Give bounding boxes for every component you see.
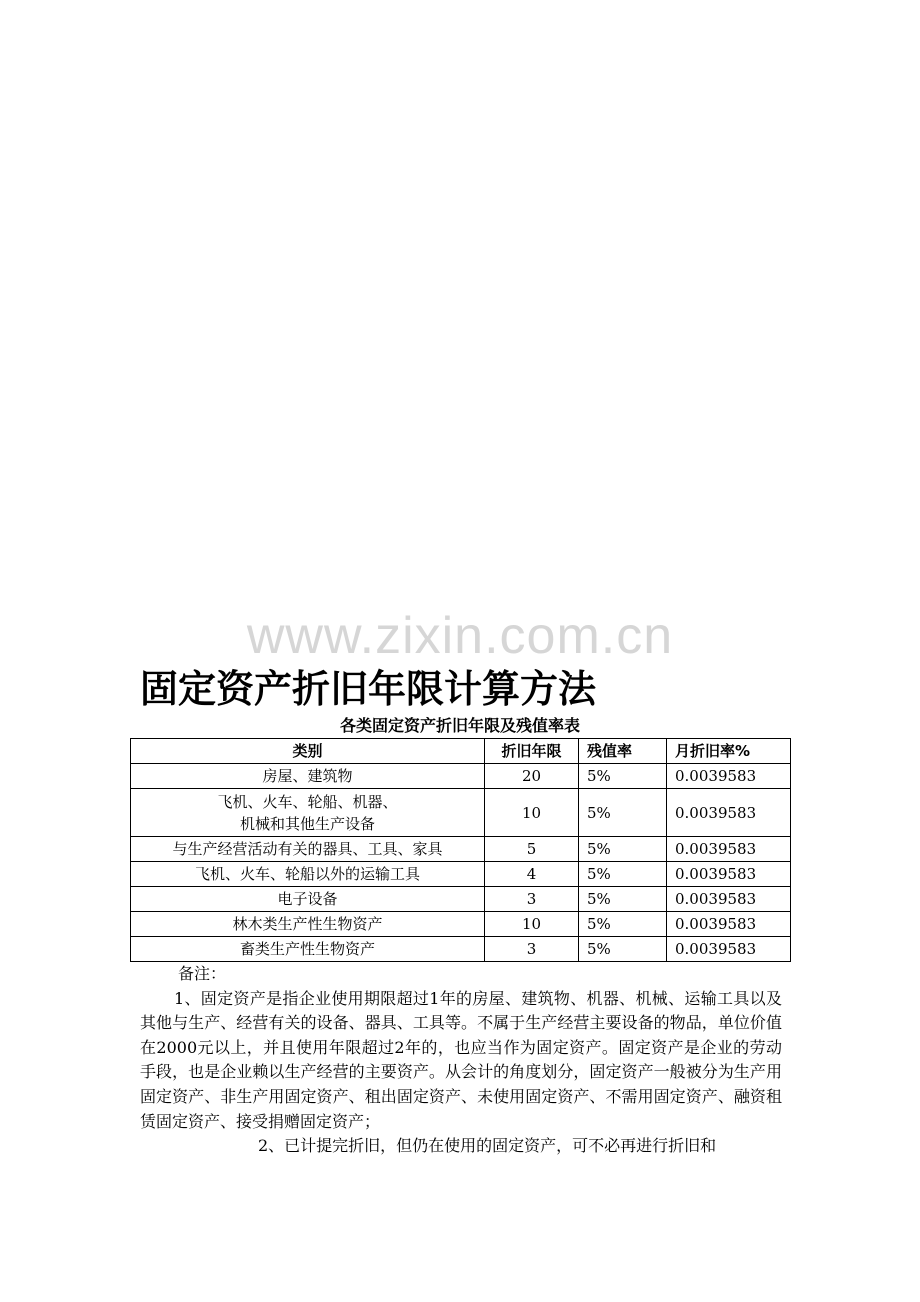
cell-residual: 5% bbox=[579, 937, 667, 962]
header-monthly-rate: 月折旧率% bbox=[667, 739, 791, 764]
depreciation-table bbox=[130, 738, 791, 962]
cell-years: 4 bbox=[485, 862, 579, 887]
cell-category bbox=[131, 789, 485, 837]
cell-residual: 5% bbox=[579, 912, 667, 937]
cell-years: 3 bbox=[485, 887, 579, 912]
header-category: 类别 bbox=[131, 739, 485, 764]
cell-years: 10 bbox=[485, 912, 579, 937]
cell-monthly-rate: 0.0039583 bbox=[667, 764, 791, 789]
cell-residual: 5% bbox=[579, 887, 667, 912]
category-line: 林木类生产性生物资产 bbox=[232, 914, 383, 933]
header-years: 折旧年限 bbox=[485, 739, 579, 764]
table-header-row bbox=[131, 739, 791, 764]
cell-residual: 5% bbox=[579, 764, 667, 789]
watermark: www.zixin.com.cn bbox=[246, 607, 674, 665]
cell-category bbox=[131, 764, 485, 789]
note-item: 2、已计提完折旧，但仍在使用的固定资产，可不必再进行折旧和 bbox=[258, 1136, 717, 1156]
table-row bbox=[131, 764, 791, 789]
category-line: 飞机、火车、轮船、机器、 bbox=[217, 792, 398, 811]
cell-category bbox=[131, 887, 485, 912]
cell-years: 3 bbox=[485, 937, 579, 962]
notes-label: 备注： bbox=[178, 964, 227, 983]
cell-category bbox=[131, 937, 485, 962]
document-title: 固定资产折旧年限计算方法 bbox=[140, 667, 597, 711]
cell-monthly-rate: 0.0039583 bbox=[667, 837, 791, 862]
table-row bbox=[131, 887, 791, 912]
cell-years: 20 bbox=[485, 764, 579, 789]
cell-years: 10 bbox=[485, 789, 579, 837]
category-line: 电子设备 bbox=[277, 889, 338, 908]
category-line: 机械和其他生产设备 bbox=[239, 814, 375, 833]
cell-monthly-rate: 0.0039583 bbox=[667, 789, 791, 837]
table-row bbox=[131, 837, 791, 862]
cell-category bbox=[131, 912, 485, 937]
note-item: 1、固定资产是指企业使用期限超过1年的房屋、建筑物、机器、机械、运输工具以及其他与生产、经营有关的设备、器具、工具等。不属于生产经营主要设备的物品，单位价值在2000元以上，并且使用年限超过2年的，也应当作为固定资产。固定资产是企业的劳动手段，也是企业赖以生产经营的主要资产。从会计的角度划分，固定资产一般被分为生产用固定资产、非生产用固定资产、租出固定资产、未使用固定资产、不需用固定资产、融资租赁固定资产、接受捐赠固定资产； bbox=[140, 988, 782, 1131]
category-line: 飞机、火车、轮船以外的运输工具 bbox=[194, 864, 420, 883]
cell-category bbox=[131, 837, 485, 862]
cell-residual: 5% bbox=[579, 837, 667, 862]
table-row bbox=[131, 937, 791, 962]
category-line: 畜类生产性生物资产 bbox=[239, 939, 375, 958]
table-caption: 各类固定资产折旧年限及残值率表 bbox=[339, 716, 580, 735]
cell-monthly-rate: 0.0039583 bbox=[667, 937, 791, 962]
category-line: 与生产经营活动有关的器具、工具、家具 bbox=[172, 839, 443, 858]
category-line: 房屋、建筑物 bbox=[262, 766, 353, 785]
table-row bbox=[131, 912, 791, 937]
header-residual: 残值率 bbox=[579, 739, 667, 764]
notes-section bbox=[140, 962, 782, 1159]
cell-residual: 5% bbox=[579, 862, 667, 887]
cell-monthly-rate: 0.0039583 bbox=[667, 887, 791, 912]
table-row bbox=[131, 862, 791, 887]
cell-monthly-rate: 0.0039583 bbox=[667, 912, 791, 937]
cell-residual: 5% bbox=[579, 789, 667, 837]
cell-category bbox=[131, 862, 485, 887]
cell-years: 5 bbox=[485, 837, 579, 862]
table-row bbox=[131, 789, 791, 837]
cell-monthly-rate: 0.0039583 bbox=[667, 862, 791, 887]
